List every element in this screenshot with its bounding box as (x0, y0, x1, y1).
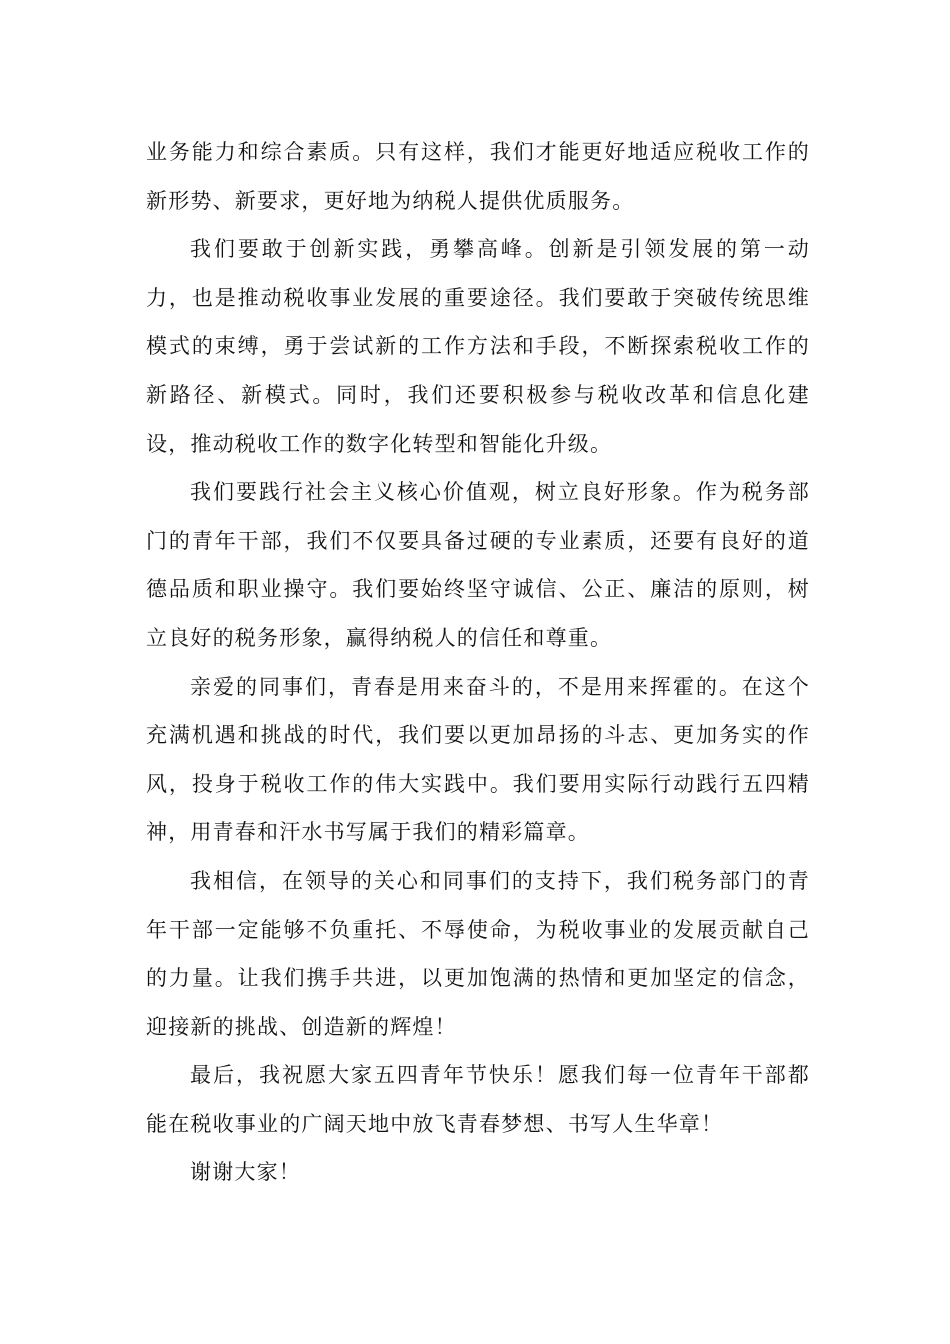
paragraph-wishes: 最后，我祝愿大家五四青年节快乐！愿我们每一位青年干部都能在税收事业的广阔天地中放飞青春梦想、书写人生华章！ (146, 1063, 810, 1136)
document-body (146, 128, 810, 1197)
paragraph-values: 我们要践行社会主义核心价值观，树立良好形象。作为税务部门的青年干部，我们不仅要具备过硬的专业素质，还要有良好的道德品质和职业操守。我们要始终坚守诚信、公正、廉洁的原则，树立良好的税务形象，赢得纳税人的信任和尊重。 (146, 480, 810, 650)
paragraph-colleagues: 亲爱的同事们，青春是用来奋斗的，不是用来挥霍的。在这个充满机遇和挑战的时代，我们要以更加昂扬的斗志、更加务实的作风，投身于税收工作的伟大实践中。我们要用实际行动践行五四精神，用青春和汗水书写属于我们的精彩篇章。 (146, 674, 810, 845)
paragraph-innovation: 我们要敢于创新实践，勇攀高峰。创新是引领发展的第一动力，也是推动税收事业发展的重要途径。我们要敢于突破传统思维模式的束缚，勇于尝试新的工作方法和手段，不断探索税收工作的新路径、新模式。同时，我们还要积极参与税收改革和信息化建设，推动税收工作的数字化转型和智能化升级。 (146, 237, 810, 456)
paragraph-continued: 业务能力和综合素质。只有这样，我们才能更好地适应税收工作的新形势、新要求，更好地为纳税人提供优质服务。 (146, 140, 810, 213)
paragraph-thanks: 谢谢大家！ (190, 1160, 301, 1185)
paragraph-belief: 我相信，在领导的关心和同事们的支持下，我们税务部门的青年干部一定能够不负重托、不辱使命，为税收事业的发展贡献自己的力量。让我们携手共进，以更加饱满的热情和更加坚定的信念，迎接新的挑战、创造新的辉煌！ (146, 868, 810, 1039)
